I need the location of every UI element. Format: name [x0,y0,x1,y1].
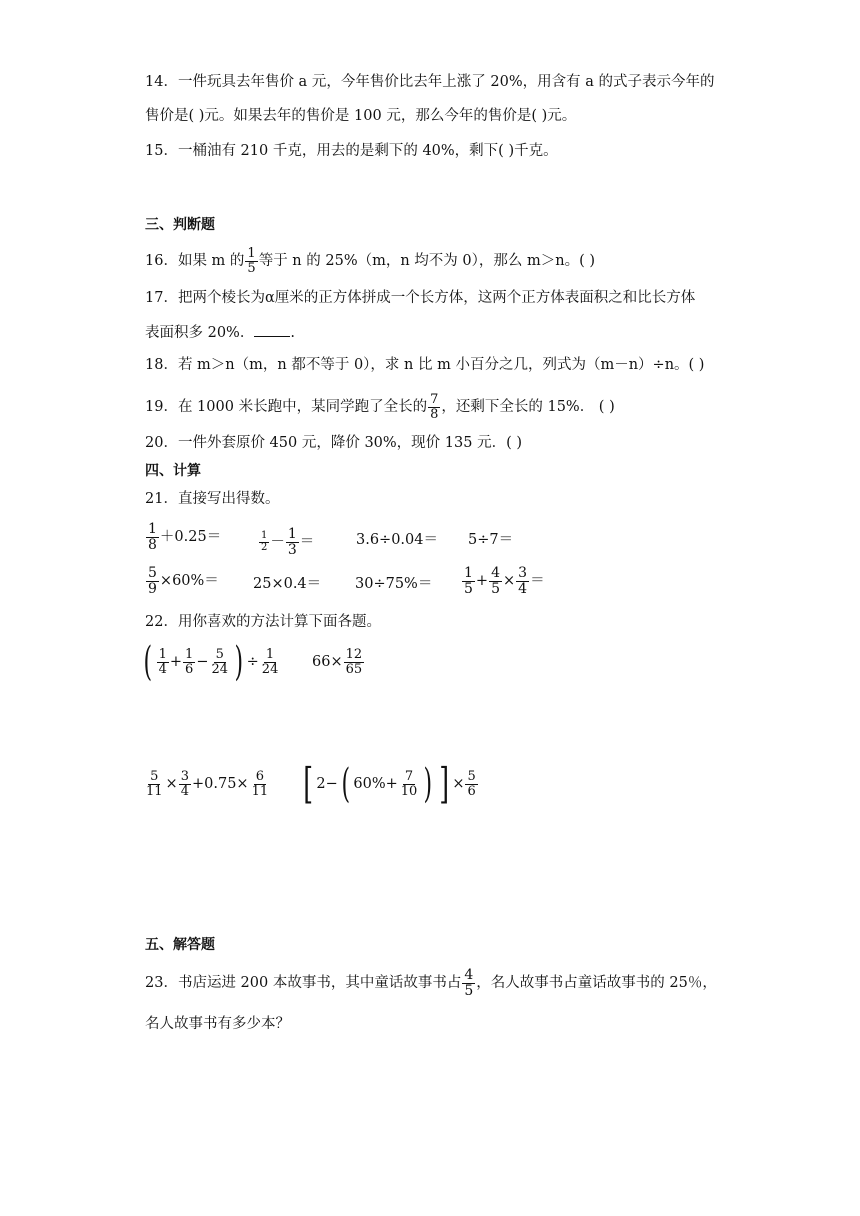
q14-line1: 14．一件玩具去年售价 a 元，今年售价比去年上涨了 20%，用含有 a 的式子表示今年的 [145,74,715,90]
q16-fraction: $\frac{1}{5}$ [247,246,256,276]
q23-line1: 23．书店运进 200 本故事书，其中童话故事书占 $\frac{4}{5}$ ，名人故事书占童话故事书的 25％， [145,967,717,999]
q23-line2: 名人故事书有多少本？ [145,1016,290,1032]
q21-item-7: 30÷75%＝ [355,576,433,592]
section-heading-word-problems: 五、解答题 [145,937,215,953]
q23-fraction: $\frac{4}{5}$ [464,967,474,999]
q21-item-2: $\frac{1}{2}$ － $\frac{1}{3}$ ＝ [261,526,315,558]
q21-item-8: $\frac{1}{5}$ + $\frac{4}{5}$ × $\frac{3}{4}$ ＝ [464,565,545,597]
q17-line2: 表面积多 20%． . [145,325,295,341]
q21-item-6: 25×0.4＝ [253,576,322,592]
q22-title: 22．用你喜欢的方法计算下面各题。 [145,614,381,630]
q16-text [145,247,595,275]
q21-title: 21．直接写出得数。 [145,491,280,507]
q22-expression-2: 66× $\frac{12}{65}$ [312,646,363,677]
q18-text: 18．若 m＞n（m，n 都不等于 0），求 n 比 m 小百分之几，列式为（m－n）÷n。( ) [145,357,705,373]
q14-line2: 售价是( )元。如果去年的售价是 100 元，那么今年的售价是( )元。 [145,108,577,124]
q16-post: 等于 n 的 25%（m，n 均不为 0），那么 m＞n。( ) [258,253,595,270]
q22-expression-4: [ 2−( 60%+ $\frac{7}{10}$ ) ] × $\frac{5}{6}$ [303,759,476,808]
q21-item-1: $\frac{1}{8}$ ＋0.25＝ [148,521,222,553]
q16-pre: 16．如果 m 的 [145,253,245,270]
q21-item-5: $\frac{5}{9}$ ×60%＝ [148,565,219,597]
q15-text: 15．一桶油有 210 千克，用去的是剩下的 40%，剩下( )千克。 [145,143,558,159]
section-heading-judgement: 三、判断题 [145,217,215,233]
q19-text: 19．在 1000 米长跑中，某同学跑了全长的 $\frac{7}{8}$ ，还剩下全长的 15%． ( ) [145,392,615,422]
section-heading-calculation: 四、计算 [145,463,201,479]
q19-fraction: $\frac{7}{8}$ [430,392,439,422]
q21-item-3: 3.6÷0.04＝ [356,532,438,548]
q22-expression-1: ( $\frac{1}{4}$ + $\frac{1}{6}$ − $\frac{5}{24}$ ) ÷ $\frac{1}{24}$ [143,639,279,685]
q20-text: 20．一件外套原价 450 元，降价 30%，现价 135 元．( ) [145,435,522,451]
q17-answer-blank[interactable] [254,324,290,337]
q22-expression-3: $\frac{5}{11}$ × $\frac{3}{4}$ +0.75× $\frac{6}{11}$ [146,768,269,799]
q17-line1: 17．把两个棱长为α厘米的正方体拼成一个长方体，这两个正方体表面积之和比长方体 [145,290,696,306]
q21-item-4: 5÷7＝ [468,532,514,548]
